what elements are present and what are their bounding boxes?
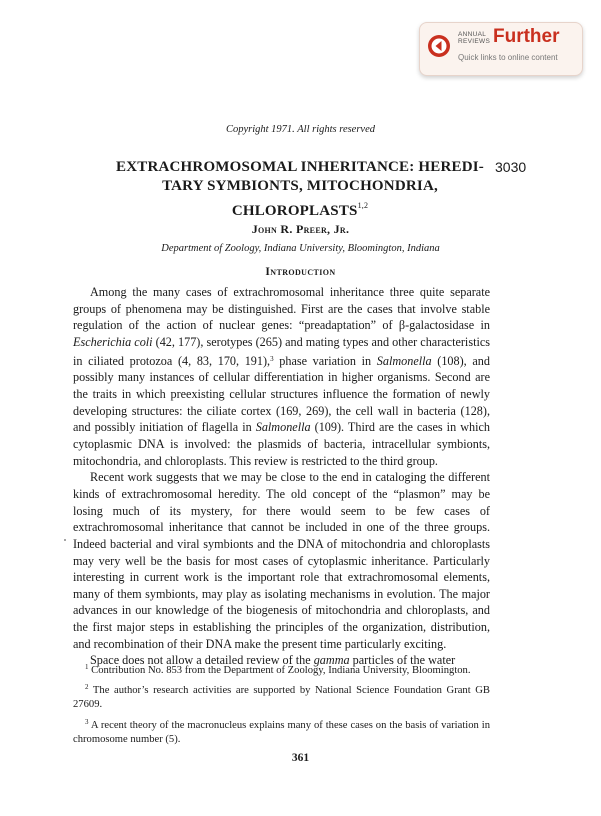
title-footnote-marks: 1,2: [357, 201, 369, 210]
title-line-2: TARY SYMBIONTS, MITOCHONDRIA,: [162, 178, 438, 194]
annual-reviews-further-badge[interactable]: [419, 22, 583, 76]
gamma-term: gamma: [313, 653, 350, 668]
author-affiliation: Department of Zoology, Indiana University, Bloomington, Indiana: [161, 243, 440, 254]
page-code: 3030: [495, 159, 527, 175]
paragraph-3-text-b: particles of the water: [349, 653, 456, 668]
annual-reviews-logo-icon: [427, 34, 451, 58]
footnote-text: Contribution No. 853 from the Department of Zoology, Indiana University, Bloomington.: [88, 665, 471, 676]
paragraph-1-text-e: (109). Third are the cases in which cytoplasmic DNA is involved: the plasmids of bacteria, intracellular symbionts, mitochondria, and chloroplasts. This review is restricted to the third group.: [73, 420, 490, 468]
title-line-3: [60, 196, 540, 221]
page-number: 361: [291, 752, 310, 764]
paragraph-3-text-a: Space does not allow a detailed review of the: [90, 653, 314, 668]
further-label: Further: [493, 26, 560, 47]
paragraph-1-text-a: Among the many cases of extrachromosomal inheritance three quite separate groups of phenomena may be distinguished. First are the cases that involve stable regulation of the action of nuclear genes: “preadaptation” of β-galactosidase in: [73, 285, 490, 333]
annual-reviews-wordmark: [458, 31, 490, 45]
annual-label: ANNUAL: [458, 31, 487, 38]
scan-speck: [64, 539, 66, 541]
paragraph-1: [73, 284, 490, 469]
paragraph-2: Recent work suggests that we may be close to the end in cataloging the different kinds of extrachromosomal heredity. The old concept of the “plasmon” may be losing much of its mystery, for there would seem to be few cases of extrachromosomal inheritance that cannot be included in one of the three groups. Indeed bacterial and viral symbionts and the DNA of mitochondria and chloroplasts may very well be the basis for most cases of cytoplasmic inheritance. Particularly interesting in current work is the important role that extrachromosomal elements, many of them symbionts, may play as isolating mechanisms in evolution. The major advances in our knowledge of the biogenesis of mitochondria and chloroplasts, and the first major steps in establishing the principles of the organization, distribution, and recombination of their DNA make the present time particularly exciting.: [73, 470, 490, 651]
footnote-3: [73, 715, 490, 747]
quick-links-label: Quick links to online content: [458, 53, 558, 62]
paragraph-1-text-c: phase variation in: [273, 353, 377, 368]
footnote-mark: 2: [85, 683, 89, 692]
footnote-text: The author’s research activities are supported by National Science Foundation Grant GB 27609.: [73, 685, 490, 711]
body-text: [73, 284, 490, 669]
footnotes: [73, 660, 490, 749]
paragraph-1-text-d: (108), and possibly many instances of cellular differentiation in higher organisms. Second are the traits in which preexisting cellular structures influence the formation of newly developing structures: the ciliate cortex (169, 269), the cell wall in bacteria (128), and possibly initiation of flagella in: [73, 353, 490, 435]
article-title: [60, 158, 540, 221]
author-name: John R. Preer, Jr.: [251, 222, 350, 236]
title-line-3-text: CHLOROPLASTS: [231, 203, 358, 219]
footnote-text: A recent theory of the macronucleus explains many of these cases on the basis of variation in chromosome number (5).: [73, 719, 490, 745]
footnote-1: [73, 660, 490, 678]
species-salmonella: Salmonella: [376, 353, 432, 368]
species-salmonella: Salmonella: [255, 420, 311, 435]
section-heading: Introduction: [265, 266, 336, 278]
footnote-mark: 3: [85, 717, 89, 726]
footnote-2: [73, 680, 490, 712]
footnote-mark: 1: [85, 663, 89, 671]
reviews-label: REVIEWS: [458, 38, 491, 45]
footnote-ref-3: 3: [270, 354, 274, 363]
title-line-1: EXTRACHROMOSOMAL INHERITANCE: HEREDI-: [116, 159, 484, 175]
copyright-notice: Copyright 1971. All rights reserved: [225, 124, 376, 135]
species-ecoli: Escherichia coli: [73, 334, 153, 349]
paragraph-1-text-b: (42, 177), serotypes (265) and mating types and other characteristics in ciliated protozoa (4, 83, 170, 191),: [73, 334, 490, 368]
